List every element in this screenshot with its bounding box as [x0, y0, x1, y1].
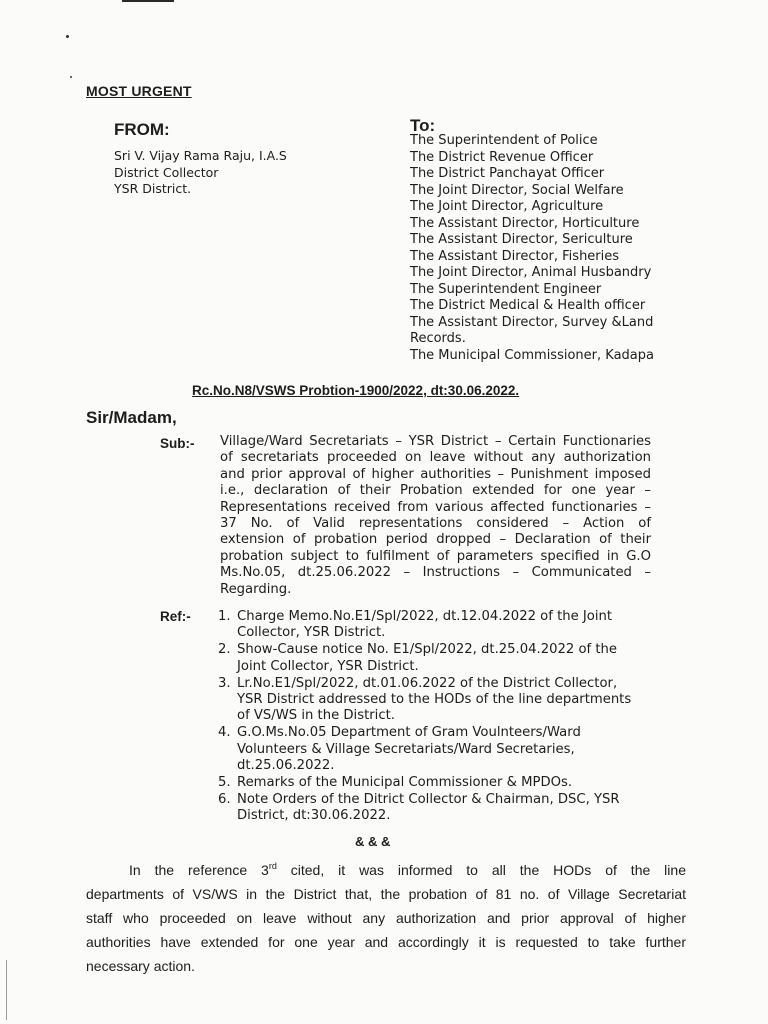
references-list [218, 609, 648, 826]
reference-number-label: 5. [218, 775, 231, 791]
recipient-line: The Assistant Director, Horticulture [410, 215, 640, 231]
subject-line: and prior approval of higher authorities – Punishment imposed [220, 466, 651, 482]
sender-line: YSR District. [114, 181, 192, 196]
urgency-marking: MOST URGENT [86, 83, 192, 99]
recipient-line: The Joint Director, Social Welfare [410, 182, 624, 198]
subject-text [220, 434, 651, 598]
recipient-line: Records. [410, 331, 466, 346]
reference-line: of VS/WS in the District. [237, 708, 395, 724]
reference-line: Lr.No.E1/Spl/2022, dt.01.06.2022 of the District Collector, [237, 675, 618, 691]
recipient-line: The Assistant Director, Survey &Land [410, 314, 654, 330]
subject-label: Sub:- [160, 436, 195, 451]
reference-number-label: 3. [218, 675, 231, 691]
references-label: Ref:- [160, 609, 191, 624]
reference-line: YSR District addressed to the HODs of the line departments [237, 692, 632, 708]
reference-item [218, 609, 648, 641]
subject-line: Regarding. [220, 581, 292, 597]
reference-number-label: 2. [218, 642, 231, 658]
reference-line: Show-Cause notice No. E1/Spl/2022, dt.25.04.2022 of the [237, 642, 618, 658]
reference-number: Rc.No.N8/VSWS Probtion-1900/2022, dt:30.06.2022. [192, 383, 520, 398]
recipient-line: The Joint Director, Animal Husbandry [410, 265, 652, 280]
recipient-line: The Assistant Director, Fisheries [410, 248, 620, 264]
paragraph-line: staff who proceeded on leave without any authorization and prior approval of higher [86, 910, 686, 926]
reference-item [218, 775, 648, 791]
subject-line: Village/Ward Secretariats – YSR District – Certain Functionaries [220, 434, 651, 449]
recipient-line: The Assistant Director, Sericulture [410, 232, 633, 247]
scan-speck [70, 76, 72, 78]
to-heading: To: [410, 116, 436, 135]
reference-line: Joint Collector, YSR District. [237, 658, 419, 674]
subject-line: Representations received from various affected functionaries – [220, 499, 651, 515]
reference-line: Charge Memo.No.E1/Spl/2022, dt.12.04.2022 of the Joint [237, 609, 613, 624]
reference-line: G.O.Ms.No.05 Department of Gram Voulnteers/Ward [237, 725, 581, 741]
section-separator: & & & [355, 834, 391, 849]
reference-line: Remarks of the Municipal Commissioner & MPDOs. [237, 775, 573, 791]
reference-item [218, 676, 648, 725]
salutation: Sir/Madam, [86, 408, 177, 427]
ordinal-suffix: rd [268, 861, 277, 871]
reference-line: Collector, YSR District. [237, 625, 386, 641]
recipient-line: The District Revenue Officer [410, 149, 594, 165]
recipient-list [410, 133, 710, 364]
recipient-line: The Superintendent Engineer [410, 281, 602, 297]
recipient-line: The District Panchayat Officer [410, 166, 605, 181]
from-heading: FROM: [114, 120, 170, 139]
scan-edge-mark [6, 960, 7, 1020]
paragraph-line: authorities have extended for one year and accordingly it is requested to take further [86, 934, 686, 950]
scan-artifact-line [122, 0, 174, 2]
recipient-line: The Joint Director, Agriculture [410, 199, 604, 214]
paragraph-line: departments of VS/WS in the District that, the probation of 81 no. of Village Secretariat [86, 886, 686, 902]
reference-item [218, 642, 648, 674]
paragraph-line: necessary action. [86, 958, 195, 974]
recipient-line: The Municipal Commissioner, Kadapa [410, 347, 654, 363]
recipient-line: The Superintendent of Police [410, 133, 598, 148]
reference-line: Note Orders of the Ditrict Collector & Chairman, DSC, YSR [237, 792, 620, 808]
recipient-line: The District Medical & Health officer [410, 298, 646, 313]
body-paragraph [86, 858, 686, 978]
subject-line: Ms.No.05, dt.25.06.2022 – Instructions – Communicated – [220, 565, 651, 581]
reference-item [218, 792, 648, 824]
subject-line: i.e., declaration of their Probation extended for one year – [220, 483, 651, 499]
sender-line: District Collector [114, 164, 219, 180]
subject-line: 37 No. of Valid representations considered – Action of [220, 516, 651, 532]
scan-speck [66, 35, 69, 38]
subject-line: probation subject to fulfilment of parameters specified in G.O [220, 548, 651, 564]
subject-line: extension of probation period dropped – Declaration of their [220, 532, 651, 548]
paragraph-text: cited, it was informed to all the HODs of the line [276, 862, 686, 878]
reference-number-label: 4. [218, 725, 231, 741]
sender-block [114, 148, 287, 198]
subject-line: of secretariats proceeded on leave without any authorization [220, 450, 651, 466]
paragraph-text: In the reference 3 [129, 862, 269, 878]
reference-line: Volunteers & Village Secretariats/Ward Secretaries, [237, 741, 575, 757]
reference-number-label: 1. [218, 609, 231, 624]
paragraph-line [86, 858, 686, 882]
reference-line: dt.25.06.2022. [237, 757, 335, 773]
reference-item [218, 725, 648, 774]
sender-line: Sri V. Vijay Rama Raju, I.A.S [114, 148, 287, 163]
reference-line: District, dt:30.06.2022. [237, 808, 391, 824]
reference-number-label: 6. [218, 792, 231, 808]
